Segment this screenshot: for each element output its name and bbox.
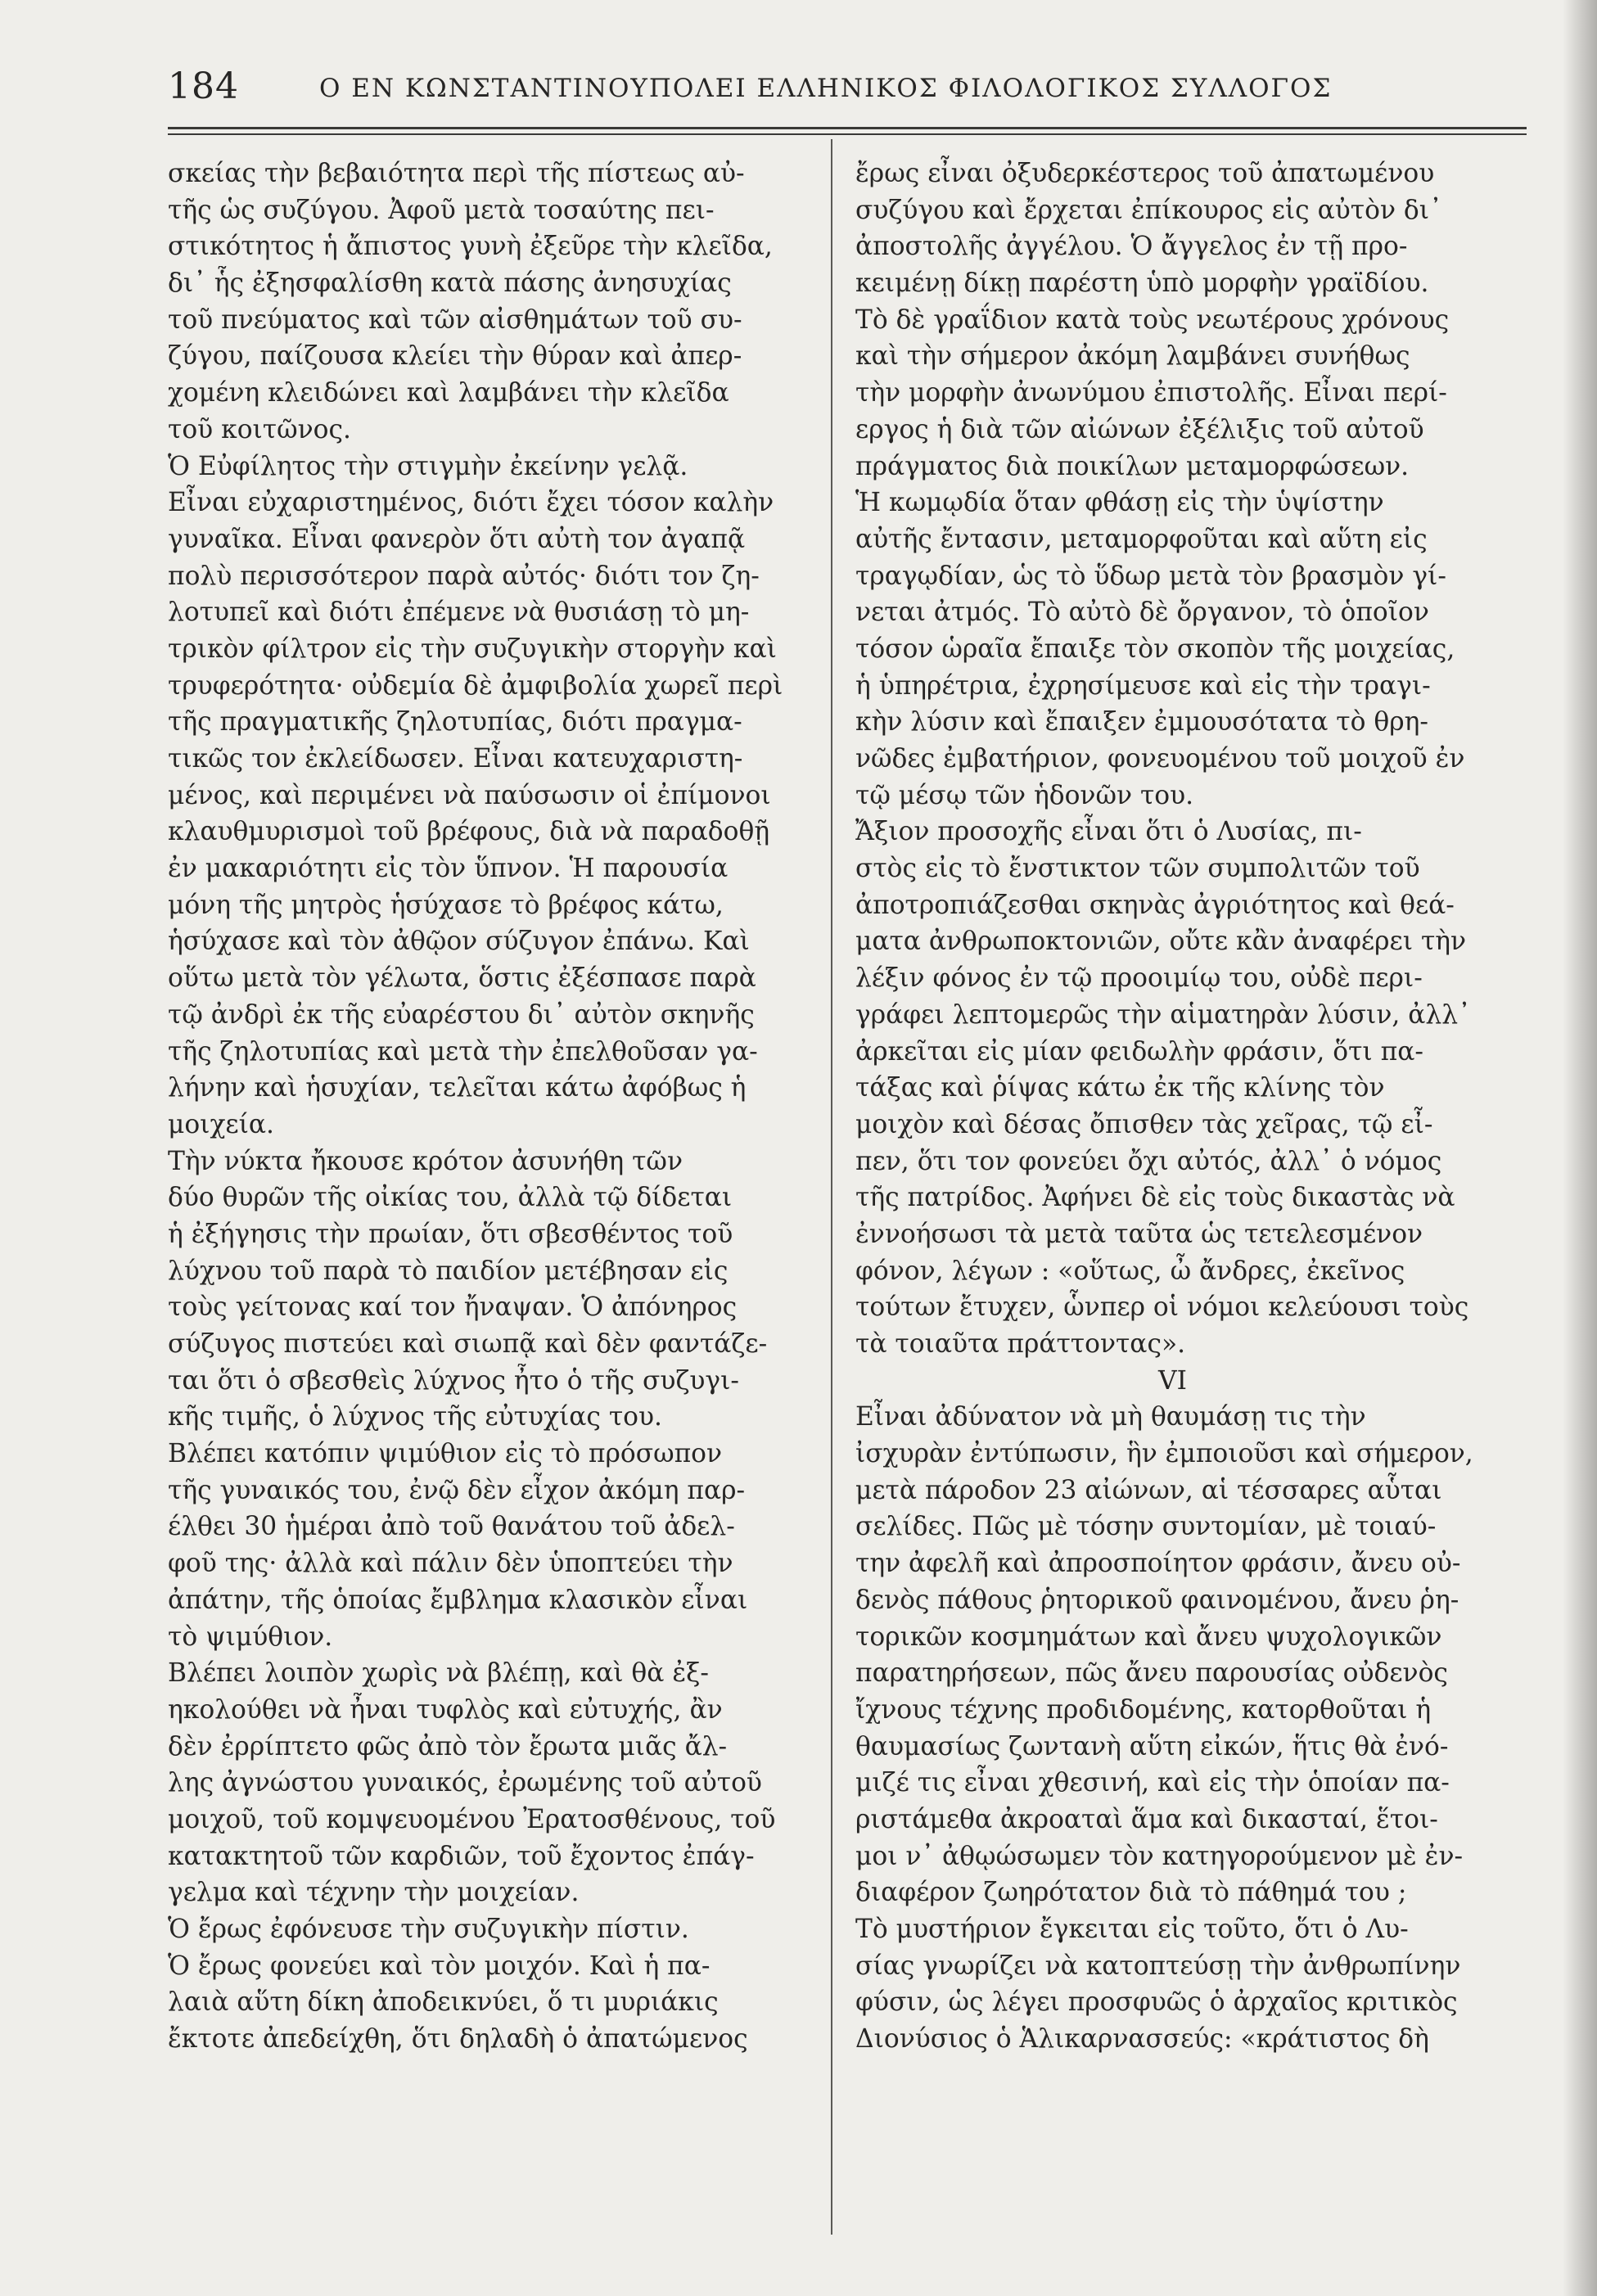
text-line: Εἶναι εὐχαριστημένος, διότι ἔχει τόσον καλὴν: [168, 488, 774, 518]
text-line: θαυμασίως ζωντανὴ αὕτη εἰκών, ἥτις θὰ ἐνό-: [855, 1731, 1449, 1761]
text-line: κῆς τιμῆς, ὁ λύχνος τῆς εὐτυχίας του.: [168, 1402, 662, 1432]
text-line: μένος, καὶ περιμένει νὰ παύσωσιν οἱ ἐπίμονοι: [168, 780, 771, 810]
text-line: φόνον, λέγων : «οὕτως, ὦ ἄνδρες, ἐκεῖνος: [855, 1256, 1405, 1286]
text-line: Ὁ ἔρως ἐφόνευσε τὴν συζυγικὴν πίστιν.: [168, 1915, 689, 1944]
left-column: [168, 156, 806, 2058]
text-line: Διονύσιος ὁ Ἁλικαρνασσεύς: «κράτιστος δὴ: [855, 2024, 1429, 2055]
text-line: νῶδες ἐμβατήριον, φονευομένου τοῦ μοιχοῦ ἐν: [855, 744, 1465, 774]
text-line: δι᾽ ἧς ἐξησφαλίσθη κατὰ πάσης ἀνησυχίας: [168, 268, 732, 299]
page-edge-shadow: [1563, 0, 1597, 2296]
text-line: δενὸς πάθους ῥητορικοῦ φαινομένου, ἄνευ ῥη-: [855, 1585, 1459, 1615]
text-line: τρυφερότητα· οὐδεμία δὲ ἀμφιβολία χωρεῖ περὶ: [168, 670, 783, 701]
text-line: γελμα καὶ τέχνην τὴν μοιχείαν.: [168, 1878, 580, 1908]
text-line: μετὰ πάροδον 23 αἰώνων, αἱ τέσσαρες αὗται: [855, 1475, 1442, 1505]
text-line: κὴν λύσιν καὶ ἔπαιξεν ἐμμουσότατα τὸ θρη-: [855, 707, 1428, 738]
text-line: τῷ ἀνδρὶ ἐκ τῆς εὐαρέστου δι᾽ αὐτὸν σκηνῆς: [168, 999, 755, 1030]
text-line: ἀποτροπιάζεσθαι σκηνὰς ἀγριότητος καὶ θεά-: [855, 890, 1455, 920]
text-line: Ἡ κωμῳδία ὅταν φθάσῃ εἰς τὴν ὑψίστην: [855, 488, 1384, 518]
text-line: ἔκτοτε ἀπεδείχθη, ὅτι δηλαδὴ ὁ ἀπατώμενος: [168, 2024, 748, 2055]
text-line: τρικὸν φίλτρον εἰς τὴν συζυγικὴν στοργὴν καὶ: [168, 634, 777, 664]
text-line: ηκολούθει νὰ ἦναι τυφλὸς καὶ εὐτυχής, ἂν: [168, 1694, 723, 1725]
text-line: τοῦ κοιτῶνος.: [168, 414, 351, 444]
text-line: ἀποστολῆς ἀγγέλου. Ὁ ἄγγελος ἐν τῇ προ-: [855, 232, 1408, 262]
text-line: ἰσχυρὰν ἐντύπωσιν, ἣν ἐμποιοῦσι καὶ σήμερον,: [855, 1439, 1473, 1469]
text-line: συζύγου καὶ ἔρχεται ἐπίκουρος εἰς αὐτὸν δι᾽: [855, 195, 1442, 225]
text-line: Ὁ Εὐφίλητος τὴν στιγμὴν ἐκείνην γελᾷ.: [168, 451, 688, 481]
text-line: πεν, ὅτι τον φονεύει ὄχι αὐτός, ἀλλ᾽ ὁ νόμος: [855, 1146, 1442, 1176]
text-line: κλαυθμυρισμοὶ τοῦ βρέφους, διὰ νὰ παραδοθῇ: [168, 817, 770, 847]
text-line: Ὁ ἔρως φονεύει καὶ τὸν μοιχόν. Καὶ ἡ πα-: [168, 1951, 711, 1981]
page-header: [168, 65, 1518, 123]
text-line: μόνη τῆς μητρὸς ἡσύχασε τὸ βρέφος κάτω,: [168, 890, 724, 920]
text-line: Τὸ μυστήριον ἔγκειται εἰς τοῦτο, ὅτι ὁ Λυ-: [855, 1915, 1409, 1944]
text-line: γυναῖκα. Εἶναι φανερὸν ὅτι αὐτὴ τον ἀγαπᾷ: [168, 524, 746, 554]
text-line: Τὴν νύκτα ἤκουσε κρότον ἀσυνήθη τῶν: [168, 1146, 683, 1176]
text-line: Ἄξιον προσοχῆς εἶναι ὅτι ὁ Λυσίας, πι-: [855, 817, 1362, 847]
text-line: πολὺ περισσότερον παρὰ αὐτός· διότι τον ζη-: [168, 561, 760, 591]
text-line: ἡ ὑπηρέτρια, ἐχρησίμευσε καὶ εἰς τὴν τραγι-: [855, 670, 1431, 701]
text-line: αὐτῆς ἔντασιν, μεταμορφοῦται καὶ αὕτη εἰς: [855, 524, 1428, 554]
section-heading: VI: [1158, 1365, 1187, 1396]
text-line: πράγματος διὰ ποικίλων μεταμορφώσεων.: [855, 451, 1410, 481]
header-rule: [168, 127, 1527, 129]
text-line: τοὺς γείτονας καί τον ἤναψαν. Ὁ ἀπόνηρος: [168, 1292, 738, 1323]
text-line: τορικῶν κοσμημάτων καὶ ἄνευ ψυχολογικῶν: [855, 1622, 1442, 1652]
text-line: λέξιν φόνος ἐν τῷ προοιμίῳ του, οὐδὲ περι-: [855, 963, 1423, 994]
page-number: 184: [168, 65, 239, 107]
text-line: ται ὅτι ὁ σβεσθεὶς λύχνος ἦτο ὁ τῆς συζυγι-: [168, 1365, 739, 1396]
text-line: δύο θυρῶν τῆς οἰκίας του, ἀλλὰ τῷ δίδεται: [168, 1183, 733, 1213]
text-line: ἐν μακαριότητι εἰς τὸν ὕπνον. Ἡ παρουσία: [168, 854, 729, 884]
text-line: τάξας καὶ ῥίψας κάτω ἐκ τῆς κλίνης τὸν: [855, 1073, 1385, 1103]
text-line: μοιχὸν καὶ δέσας ὄπισθεν τὰς χεῖρας, τῷ εἶ-: [855, 1109, 1433, 1139]
header-rule-thin: [168, 133, 1527, 135]
right-column: [855, 156, 1494, 2058]
text-line: τὸ ψιμύθιον.: [168, 1622, 333, 1652]
text-line: λαιὰ αὕτη δίκη ἀποδεικνύει, ὅ τι μυριάκις: [168, 1987, 719, 2018]
text-line: κατακτητοῦ τῶν καρδιῶν, τοῦ ἔχοντος ἐπάγ-: [168, 1841, 755, 1871]
running-head: Ο ΕΝ ΚΩΝΣΤΑΝΤΙΝΟΥΠΟΛΕΙ ΕΛΛΗΝΙΚΟΣ ΦΙΛΟΛΟΓΙΚΟΣ ΣΥΛΛΟΓΟΣ: [319, 74, 1333, 103]
text-line: ἡ ἐξήγησις τὴν πρωίαν, ὅτι σβεσθέντος τοῦ: [168, 1219, 733, 1249]
text-line: ἴχνους τέχνης προδιδομένης, κατορθοῦται ἡ: [855, 1694, 1432, 1725]
text-line: την ἀφελῆ καὶ ἀπροσποίητον φράσιν, ἄνευ οὐ-: [855, 1549, 1461, 1579]
text-line: τούτων ἔτυχεν, ὧνπερ οἱ νόμοι κελεύουσι τοὺς: [855, 1292, 1469, 1323]
text-line: τῆς πατρίδος. Ἀφήνει δὲ εἰς τοὺς δικαστὰς νὰ: [855, 1183, 1455, 1213]
text-line: ἔρως εἶναι ὀξυδερκέστερος τοῦ ἀπατωμένου: [855, 159, 1435, 188]
text-line: τικῶς τον ἐκλείδωσεν. Εἶναι κατευχαριστη-: [168, 744, 743, 774]
text-line: δὲν ἐρρίπτετο φῶς ἀπὸ τὸν ἔρωτα μιᾶς ἄλ-: [168, 1731, 728, 1761]
text-line: οὕτω μετὰ τὸν γέλωτα, ὅστις ἐξέσπασε παρὰ: [168, 963, 756, 994]
text-line: τῆς ζηλοτυπίας καὶ μετὰ τὴν ἐπελθοῦσαν γα-: [168, 1036, 758, 1067]
text-line: λης ἀγνώστου γυναικός, ἐρωμένης τοῦ αὐτοῦ: [168, 1768, 762, 1798]
text-line: γράφει λεπτομερῶς τὴν αἱματηρὰν λύσιν, ἀλλ᾽: [855, 999, 1471, 1030]
text-line: φύσιν, ὡς λέγει προσφυῶς ὁ ἀρχαῖος κριτικὸς: [855, 1987, 1458, 2018]
text-line: τὰ τοιαῦτα πράττοντας».: [855, 1329, 1186, 1359]
text-line: καὶ τὴν σήμερον ἀκόμη λαμβάνει συνήθως: [855, 341, 1410, 372]
text-line: κειμένῃ δίκῃ παρέστη ὑπὸ μορφὴν γραϊδίου.: [855, 268, 1429, 299]
text-line: σύζυγος πιστεύει καὶ σιωπᾷ καὶ δὲν φαντάζε-: [168, 1329, 768, 1359]
text-line: τῆς ὡς συζύγου. Ἀφοῦ μετὰ τοσαύτης πει-: [168, 195, 715, 225]
text-line: Βλέπει λοιπὸν χωρὶς νὰ βλέπῃ, καὶ θὰ ἐξ-: [168, 1658, 709, 1689]
text-line: διαφέρον ζωηρότατον διὰ τὸ πάθημά του ;: [855, 1878, 1407, 1908]
text-line: Βλέπει κατόπιν ψιμύθιον εἰς τὸ πρόσωπον: [168, 1439, 723, 1469]
text-line: εργος ἡ διὰ τῶν αἰώνων ἐξέλιξις τοῦ αὐτοῦ: [855, 414, 1424, 444]
text-line: σελίδες. Πῶς μὲ τόσην συντομίαν, μὲ τοιαύ-: [855, 1512, 1437, 1542]
text-line: χομένη κλειδώνει καὶ λαμβάνει τὴν κλεῖδα: [168, 378, 729, 408]
text-line: νεται ἀτμός. Τὸ αὐτὸ δὲ ὄργανον, τὸ ὁποῖον: [855, 598, 1429, 628]
text-line: έλθει 30 ἡμέραι ἀπὸ τοῦ θανάτου τοῦ ἀδελ-: [168, 1512, 735, 1542]
text-line: ἀρκεῖται εἰς μίαν φειδωλὴν φράσιν, ὅτι πα-: [855, 1036, 1423, 1067]
text-line: Εἶναι ἀδύνατον νὰ μὴ θαυμάσῃ τις τὴν: [855, 1402, 1366, 1432]
text-line: τόσον ὡραῖα ἔπαιξε τὸν σκοπὸν τῆς μοιχείας,: [855, 634, 1455, 664]
text-line: σίας γνωρίζει νὰ κατοπτεύσῃ τὴν ἀνθρωπίνην: [855, 1951, 1461, 1981]
text-line: λοτυπεῖ καὶ διότι ἐπέμενε νὰ θυσιάσῃ τὸ μη-: [168, 598, 750, 628]
text-line: λύχνου τοῦ παρὰ τὸ παιδίον μετέβησαν εἰς: [168, 1256, 729, 1286]
text-line: μιζέ τις εἶναι χθεσινή, καὶ εἰς τὴν ὁποίαν πα-: [855, 1768, 1450, 1798]
text-line: ἡσύχασε καὶ τὸν ἀθῷον σύζυγον ἐπάνω. Καὶ: [168, 927, 750, 957]
text-line: τῆς πραγματικῆς ζηλοτυπίας, διότι πραγμα-: [168, 707, 742, 738]
text-line: στὸς εἰς τὸ ἔνστικτον τῶν συμπολιτῶν τοῦ: [855, 854, 1420, 884]
text-line: στικότητος ἡ ἄπιστος γυνὴ ἐξεῦρε τὴν κλεῖδα,: [168, 232, 773, 262]
text-line: ριστάμεθα ἀκροαταὶ ἅμα καὶ δικασταί, ἕτοι-: [855, 1804, 1438, 1834]
column-divider: [831, 139, 832, 2235]
text-line: τῷ μέσῳ τῶν ἡδονῶν του.: [855, 780, 1194, 810]
text-line: τοῦ πνεύματος καὶ τῶν αἰσθημάτων τοῦ συ-: [168, 304, 742, 335]
text-line: τραγῳδίαν, ὡς τὸ ὕδωρ μετὰ τὸν βρασμὸν γί-: [855, 561, 1446, 591]
text-line: ζύγου, παίζουσα κλείει τὴν θύραν καὶ ἀπερ-: [168, 341, 742, 372]
text-line: φοῦ της· ἀλλὰ καὶ πάλιν δὲν ὑποπτεύει τὴν: [168, 1549, 733, 1579]
text-line: παρατηρήσεων, πῶς ἄνευ παρουσίας οὐδενὸς: [855, 1658, 1448, 1689]
text-line: ἀπάτην, τῆς ὁποίας ἔμβλημα κλασικὸν εἶναι: [168, 1585, 748, 1615]
text-line: μοιχεία.: [168, 1109, 275, 1139]
text-line: μοι ν᾽ ἀθῳώσωμεν τὸν κατηγορούμενον μὲ ἐν-: [855, 1841, 1464, 1871]
text-line: μοιχοῦ, τοῦ κομψευομένου Ἐρατοσθένους, τοῦ: [168, 1804, 776, 1834]
text-line: ματα ἀνθρωποκτονιῶν, οὔτε κἂν ἀναφέρει τὴν: [855, 927, 1467, 957]
text-line: λήνην καὶ ἡσυχίαν, τελεῖται κάτω ἀφόβως ἡ: [168, 1073, 747, 1103]
text-line: ἐννοήσωσι τὰ μετὰ ταῦτα ὡς τετελεσμένον: [855, 1219, 1423, 1249]
text-line: τῆς γυναικός του, ἐνῷ δὲν εἶχον ἀκόμη παρ-: [168, 1475, 746, 1505]
text-line: Τὸ δὲ γραΐδιον κατὰ τοὺς νεωτέρους χρόνους: [855, 304, 1450, 335]
text-line: σκείας τὴν βεβαιότητα περὶ τῆς πίστεως αὐ-: [168, 159, 745, 188]
text-line: τὴν μορφὴν ἀνωνύμου ἐπιστολῆς. Εἶναι περί-: [855, 378, 1447, 408]
